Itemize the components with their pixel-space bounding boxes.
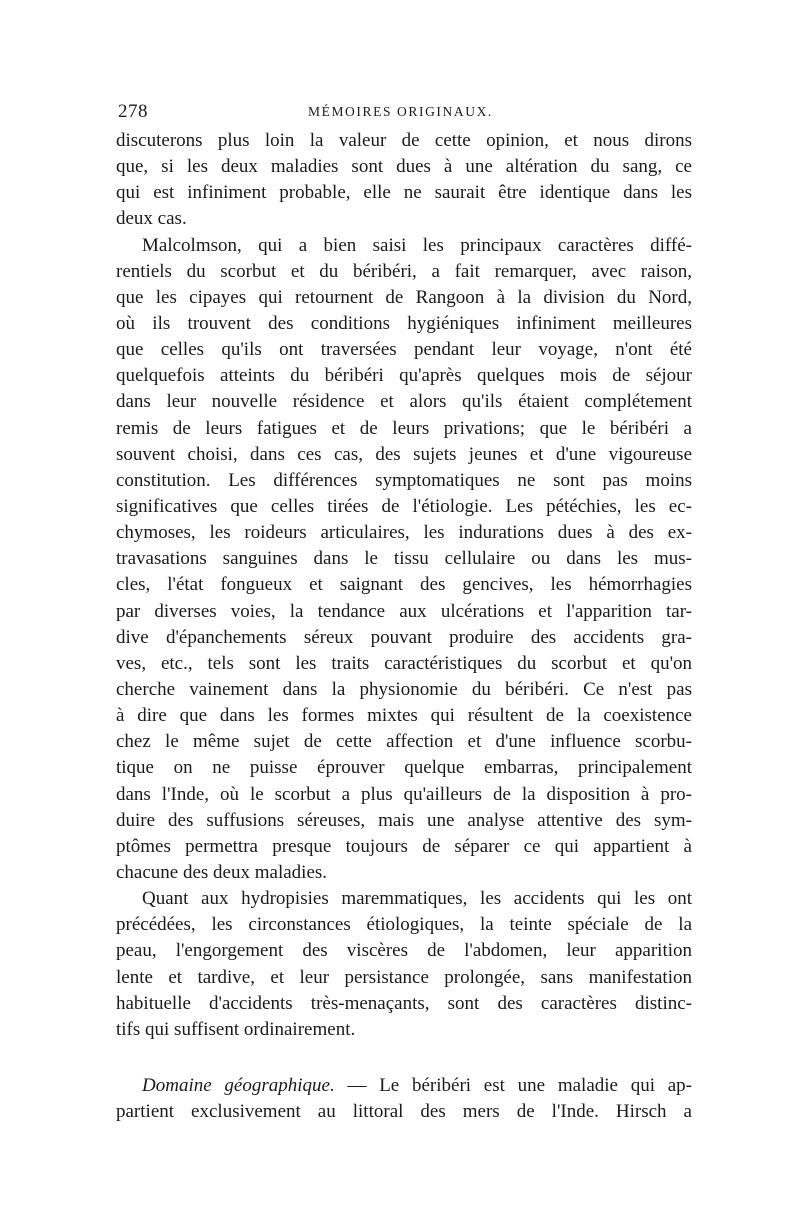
text-line: tique on ne puisse éprouver quelque embarras, principalement: [116, 757, 692, 779]
text-line: Quant aux hydropisies maremmatiques, les accidents qui les ont: [142, 888, 692, 910]
running-head: MÉMOIRES ORIGINAUX.: [308, 104, 493, 119]
text-line: que, si les deux maladies sont dues à une altération du sang, ce: [116, 156, 692, 178]
text-line: constitution. Les différences symptomatiques ne sont pas moins: [116, 469, 692, 491]
text-line: dans l'Inde, où le scorbut a plus qu'ailleurs de la disposition à pro-: [116, 783, 692, 805]
text-line: dive d'épanchements séreux pouvant produire des accidents gra-: [116, 626, 692, 648]
text-line: que celles qu'ils ont traversées pendant leur voyage, n'ont été: [116, 339, 692, 361]
text-line: tifs qui suffisent ordinairement.: [116, 1018, 356, 1040]
text-line: habituelle d'accidents très-menaçants, sont des caractères distinc-: [116, 992, 692, 1014]
paragraph-gap: [116, 1043, 692, 1073]
section-title: Domaine géographique.: [142, 1074, 335, 1096]
paragraph: [116, 233, 692, 887]
text-line: peau, l'engorgement des viscères de l'abdomen, leur apparition: [116, 940, 692, 962]
text-line: travasations sanguines dans le tissu cellulaire ou dans les mus-: [116, 548, 692, 570]
text-line: dans leur nouvelle résidence et alors qu'ils étaient complétement: [116, 391, 692, 413]
text-line: cles, l'état fongueux et saignant des gencives, les hémorrhagies: [116, 574, 692, 596]
section-title-rest: — Le béribéri est une maladie qui ap-: [334, 1074, 692, 1096]
text-line: cherche vainement dans la physionomie du béribéri. Ce n'est pas: [116, 678, 692, 700]
text-line: discuterons plus loin la valeur de cette opinion, et nous dirons: [116, 130, 692, 151]
page-header: [118, 101, 690, 125]
text-line: chymoses, les roideurs articulaires, les indurations dues à des ex-: [116, 522, 692, 544]
text-line: que les cipayes qui retournent de Rangoon à la division du Nord,: [116, 286, 692, 308]
body-text: [116, 128, 692, 1125]
text-line: partient exclusivement au littoral des mers de l'Inde. Hirsch a: [116, 1101, 692, 1123]
text-line: Malcolmson, qui a bien saisi les principaux caractères diffé-: [142, 234, 692, 256]
text-line: chez le même sujet de cette affection et d'une influence scorbu-: [116, 731, 692, 753]
paragraph: [116, 1073, 692, 1125]
text-line: à dire que dans les formes mixtes qui résultent de la coexistence: [116, 705, 692, 727]
text-line: remis de leurs fatigues et de leurs privations; que le béribéri a: [116, 417, 692, 439]
paragraph: [116, 886, 692, 1043]
text-line: significatives que celles tirées de l'étiologie. Les pétéchies, les ec-: [116, 495, 692, 517]
text-line: [116, 1073, 692, 1099]
text-line: où ils trouvent des conditions hygiéniques infiniment meilleures: [116, 312, 692, 334]
text-line: ves, etc., tels sont les traits caractéristiques du scorbut et qu'on: [116, 652, 692, 674]
text-line: rentiels du scorbut et du béribéri, a fait remarquer, avec raison,: [116, 260, 692, 282]
text-line: deux cas.: [116, 208, 187, 230]
paragraph: [116, 128, 692, 233]
text-line: quelquefois atteints du béribéri qu'après quelques mois de séjour: [116, 365, 692, 387]
text-line: lente et tardive, et leur persistance prolongée, sans manifestation: [116, 966, 692, 988]
text-line: duire des suffusions séreuses, mais une analyse attentive des sym-: [116, 809, 692, 831]
text-line: ptômes permettra presque toujours de séparer ce qui appartient à: [116, 835, 692, 857]
text-line: souvent choisi, dans ces cas, des sujets jeunes et d'une vigoureuse: [116, 443, 692, 465]
page-number: 278: [118, 101, 148, 122]
text-line: précédées, les circonstances étiologiques, la teinte spéciale de la: [116, 914, 692, 936]
text-line: qui est infiniment probable, elle ne saurait être identique dans les: [116, 182, 692, 204]
text-line: par diverses voies, la tendance aux ulcérations et l'apparition tar-: [116, 600, 692, 622]
text-line: chacune des deux maladies.: [116, 861, 328, 883]
